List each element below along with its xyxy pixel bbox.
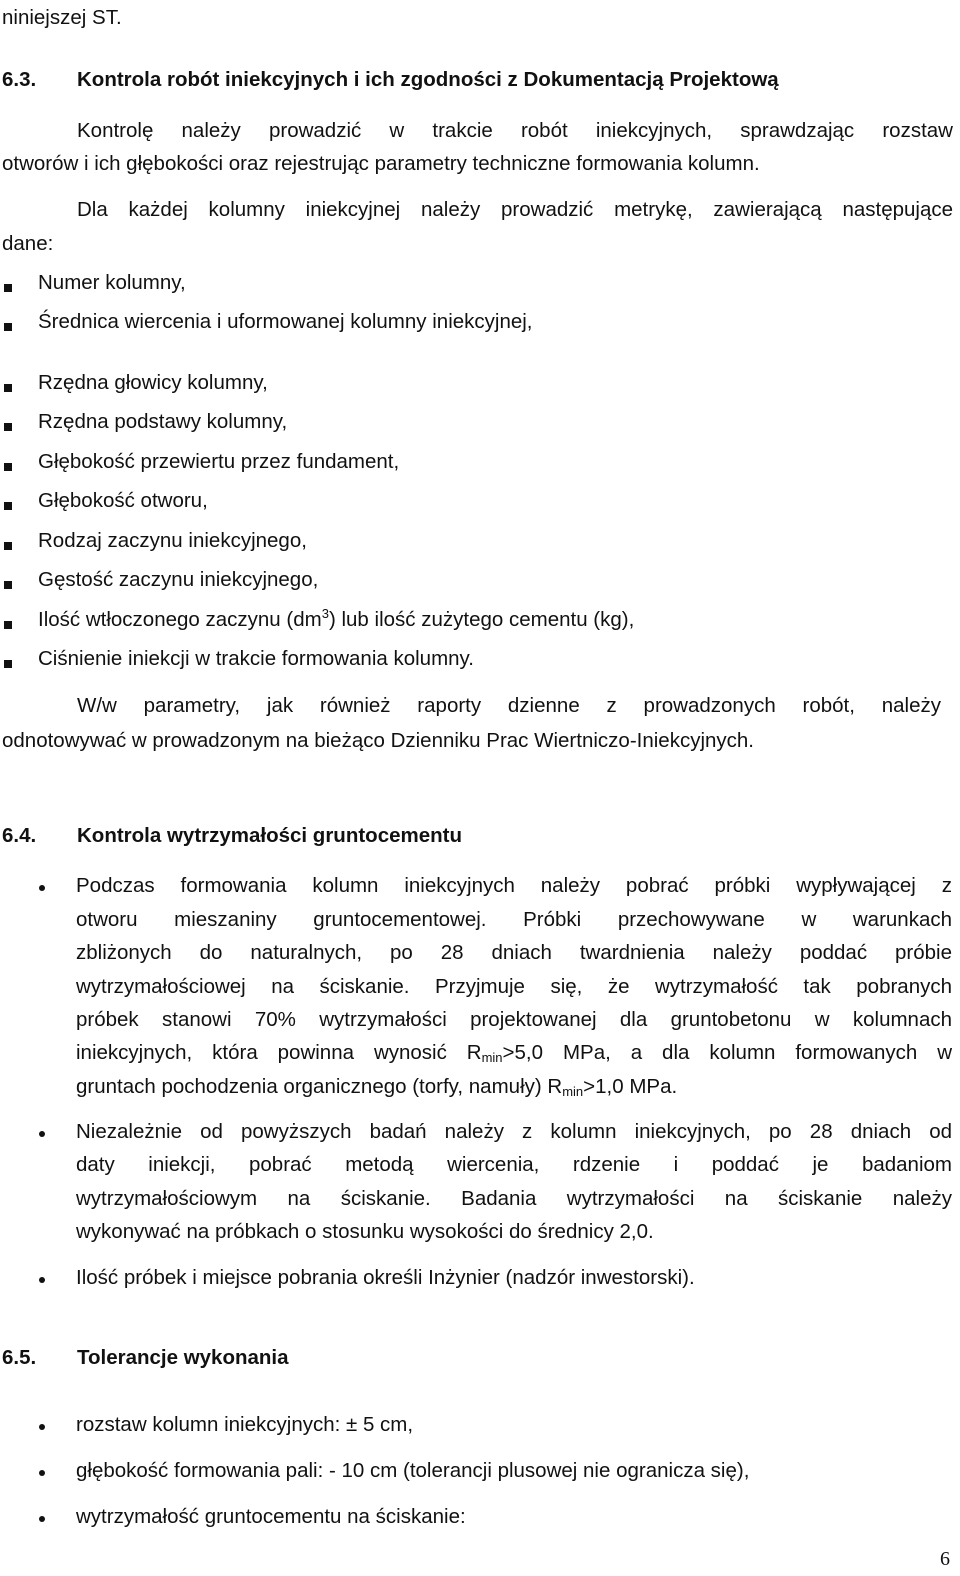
bullet-dot-icon <box>39 1470 45 1476</box>
page-number: 6 <box>940 1548 950 1570</box>
rmin-organic-text-a: gruntach pochodzenia organicznego (torfy, namuły) R <box>76 1075 563 1098</box>
bullet-niezaleznie-line4: wykonywać na próbkach o stosunku wysokości do średnicy 2,0. <box>76 1220 654 1243</box>
square-bullet-icon <box>4 423 12 431</box>
tolerance-item: wytrzymałość gruntocementu na ściskanie: <box>76 1505 466 1528</box>
bullet-niezaleznie-line3: wytrzymałościowym na ściskanie. Badania wytrzymałości na ściskanie należy <box>76 1187 952 1210</box>
continuation-text: niniejszej ST. <box>2 6 122 29</box>
section-title-6-3: Kontrola robót iniekcyjnych i ich zgodności z Dokumentacją Projektową <box>77 68 779 91</box>
bullet-probki-line4: wytrzymałościowej na ściskanie. Przyjmuje się, że wytrzymałość tak pobranych <box>76 975 952 998</box>
bullet-probki-line2: otworu mieszaniny gruntocementowej. Próbki przechowywane w warunkach <box>76 908 952 931</box>
list-item: Głębokość otworu, <box>38 489 208 512</box>
section-title-6-4: Kontrola wytrzymałości gruntocementu <box>77 824 463 847</box>
paragraph-raporty-line2: odnotowywać w prowadzonym na bieżąco Dzienniku Prac Wiertniczo-Iniekcyjnych. <box>2 729 754 752</box>
list-item: Rodzaj zaczynu iniekcyjnego, <box>38 529 307 552</box>
bullet-dot-icon <box>39 1277 45 1283</box>
section-number-6-5: 6.5. <box>2 1346 37 1369</box>
tolerance-item: rozstaw kolumn iniekcyjnych: ± 5 cm, <box>76 1413 414 1436</box>
list-item: Głębokość przewiertu przez fundament, <box>38 450 400 473</box>
tolerance-item: głębokość formowania pali: - 10 cm (tolerancji plusowej nie ogranicza się), <box>76 1459 750 1482</box>
paragraph-kontrola-line1: Kontrolę należy prowadzić w trakcie robót iniekcyjnych, sprawdzając rozstaw <box>77 119 953 142</box>
square-bullet-icon <box>4 284 12 292</box>
bullet-dot-icon <box>39 885 45 891</box>
section-number-6-3: 6.3. <box>2 68 37 91</box>
list-item-ilosc-text-a: Ilość wtłoczonego zaczynu (dm <box>38 608 322 631</box>
square-bullet-icon <box>4 323 12 331</box>
bullet-dot-icon <box>39 1424 45 1430</box>
list-item: Rzędna głowicy kolumny, <box>38 371 268 394</box>
list-item: Średnica wiercenia i uformowanej kolumny iniekcyjnej, <box>38 310 533 333</box>
paragraph-metryka-line1: Dla każdej kolumny iniekcyjnej należy prowadzić metrykę, zawierającą następujące <box>77 198 953 221</box>
paragraph-raporty-line1: W/w parametry, jak również raporty dzienne z prowadzonych robót, należy <box>77 694 941 717</box>
bullet-dot-icon <box>39 1516 45 1522</box>
square-bullet-icon <box>4 660 12 668</box>
square-bullet-icon <box>4 502 12 510</box>
bullet-probki-line5: próbek stanowi 70% wytrzymałości projektowanej dla gruntobetonu w kolumnach <box>76 1008 952 1031</box>
list-item: Numer kolumny, <box>38 271 186 294</box>
subscript-min: min <box>481 1050 503 1065</box>
bullet-ilosc-probek: Ilość próbek i miejsce pobrania określi Inżynier (nadzór inwestorski). <box>76 1266 695 1289</box>
rmin-text-a: iniekcyjnych, która powinna wynosić R <box>76 1041 482 1064</box>
square-bullet-icon <box>4 463 12 471</box>
list-item: Rzędna podstawy kolumny, <box>38 410 288 433</box>
square-bullet-icon <box>4 542 12 550</box>
subscript-min: min <box>562 1084 584 1099</box>
list-item-ilosc <box>38 608 634 632</box>
rmin-organic-text-b: >1,0 MPa. <box>583 1075 678 1098</box>
list-item: Ciśnienie iniekcji w trakcie formowania kolumny. <box>38 647 474 670</box>
rmin-text-b: >5,0 MPa, a dla kolumn formowanych w <box>502 1041 952 1064</box>
bullet-niezaleznie-line2: daty iniekcji, pobrać metodą wiercenia, rdzenie i poddać je badaniom <box>76 1153 952 1176</box>
superscript-3: 3 <box>321 606 329 621</box>
list-item-ilosc-text-b: ) lub ilość zużytego cementu (kg), <box>328 608 635 631</box>
bullet-probki-line6 <box>76 1041 952 1065</box>
bullet-niezaleznie-line1: Niezależnie od powyższych badań należy z kolumn iniekcyjnych, po 28 dniach od <box>76 1120 952 1143</box>
bullet-dot-icon <box>39 1131 45 1137</box>
square-bullet-icon <box>4 384 12 392</box>
bullet-probki-line1: Podczas formowania kolumn iniekcyjnych należy pobrać próbki wypływającej z <box>76 874 952 897</box>
paragraph-kontrola-line2: otworów i ich głębokości oraz rejestrując parametry techniczne formowania kolumn. <box>2 152 760 175</box>
paragraph-metryka-line2: dane: <box>2 232 54 255</box>
section-title-6-5: Tolerancje wykonania <box>77 1346 289 1369</box>
bullet-probki-line7 <box>76 1075 677 1099</box>
bullet-probki-line3: zbliżonych do naturalnych, po 28 dniach twardnienia należy poddać próbie <box>76 941 952 964</box>
square-bullet-icon <box>4 581 12 589</box>
section-number-6-4: 6.4. <box>2 824 37 847</box>
list-item: Gęstość zaczynu iniekcyjnego, <box>38 568 319 591</box>
square-bullet-icon <box>4 621 12 629</box>
